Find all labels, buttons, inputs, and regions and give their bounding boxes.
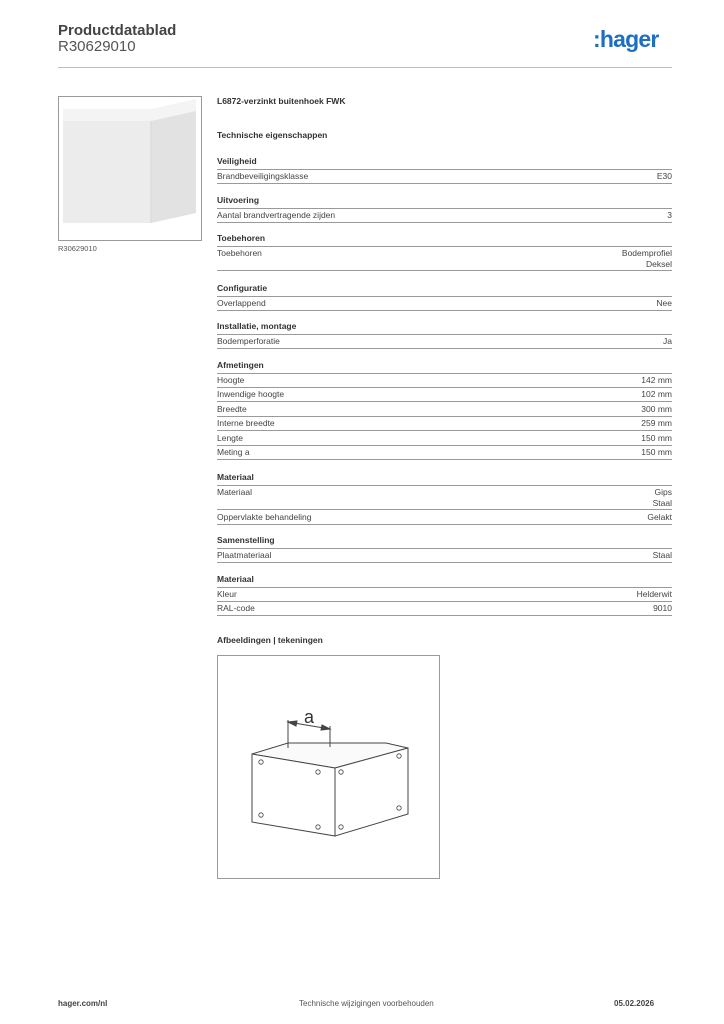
product-code: R30629010 (58, 38, 136, 55)
spec-value (622, 248, 672, 270)
group-title: Samenstelling (217, 535, 672, 549)
spec-value: 259 mm (641, 418, 672, 428)
spec-label: Toebehoren (217, 248, 262, 258)
spec-row (217, 549, 672, 563)
spec-value-line: Gips (654, 487, 672, 497)
spec-label: RAL-code (217, 603, 255, 613)
spec-value (653, 487, 672, 509)
dimension-label: a (304, 707, 315, 727)
spec-row (217, 446, 672, 460)
group-title: Veiligheid (217, 156, 672, 170)
spec-label: Lengte (217, 433, 243, 443)
spec-row (217, 511, 672, 525)
spec-label: Aantal brandvertragende zijden (217, 210, 336, 220)
group-title: Materiaal (217, 574, 672, 588)
spec-row (217, 417, 672, 431)
spec-label: Materiaal (217, 487, 252, 497)
spec-value: 9010 (653, 603, 672, 613)
spec-value-line: Staal (652, 498, 672, 508)
product-photo (58, 96, 202, 241)
group-title: Afmetingen (217, 360, 672, 374)
spec-label: Inwendige hoogte (217, 389, 285, 399)
spec-value: 150 mm (641, 433, 672, 443)
spec-row (217, 247, 672, 271)
group-title: Installatie, montage (217, 321, 672, 335)
spec-value: 102 mm (641, 389, 672, 399)
drawings-title: Afbeeldingen | tekeningen (217, 635, 323, 645)
spec-row (217, 432, 672, 446)
spec-row (217, 388, 672, 402)
header-divider (58, 67, 672, 68)
spec-label: Brandbeveiligingsklasse (217, 171, 309, 181)
spec-label: Oppervlakte behandeling (217, 512, 312, 522)
spec-value: Nee (656, 298, 672, 308)
spec-row (217, 170, 672, 184)
spec-label: Plaatmateriaal (217, 550, 272, 560)
spec-row (217, 374, 672, 388)
spec-value: Ja (663, 336, 672, 346)
spec-label: Breedte (217, 404, 247, 414)
logo-text: hager (599, 26, 659, 52)
group-title: Materiaal (217, 472, 672, 486)
page-title: Productdatablad (58, 22, 177, 39)
group-title: Configuratie (217, 283, 672, 297)
spec-value: Helderwit (636, 589, 672, 599)
spec-label: Overlappend (217, 298, 266, 308)
spec-value-line: Bodemprofiel (621, 248, 672, 258)
section-title: Technische eigenschappen (217, 130, 328, 140)
spec-value: E30 (656, 171, 672, 181)
spec-label: Bodemperforatie (217, 336, 280, 346)
spec-label: Meting a (217, 447, 250, 457)
spec-row (217, 486, 672, 510)
hager-logo (593, 26, 659, 53)
spec-value: Staal (652, 550, 672, 560)
technical-drawing (217, 655, 440, 879)
spec-row (217, 588, 672, 602)
spec-label: Interne breedte (217, 418, 275, 428)
footer-date: 05.02.2026 (614, 999, 655, 1008)
spec-value: Gelakt (647, 512, 672, 522)
spec-label: Kleur (217, 589, 237, 599)
spec-value: 3 (667, 210, 672, 220)
spec-label: Hoogte (217, 375, 245, 385)
group-title: Toebehoren (217, 233, 672, 247)
corner-drawing (218, 656, 439, 878)
spec-value: 150 mm (641, 447, 672, 457)
spec-row (217, 602, 672, 616)
spec-row (217, 209, 672, 223)
spec-value: 142 mm (641, 375, 672, 385)
footer-notice: Technische wijzigingen voorbehouden (299, 999, 434, 1008)
spec-value-line: Deksel (646, 259, 672, 269)
spec-value: 300 mm (641, 404, 672, 414)
spec-row (217, 297, 672, 311)
logo-mark: : (593, 26, 600, 52)
spec-row (217, 335, 672, 349)
footer-website[interactable]: hager.com/nl (58, 999, 108, 1008)
photo-caption: R30629010 (58, 244, 97, 253)
product-photo-image (59, 97, 201, 240)
group-title: Uitvoering (217, 195, 672, 209)
spec-row (217, 403, 672, 417)
product-name: L6872-verzinkt buitenhoek FWK (217, 96, 346, 106)
